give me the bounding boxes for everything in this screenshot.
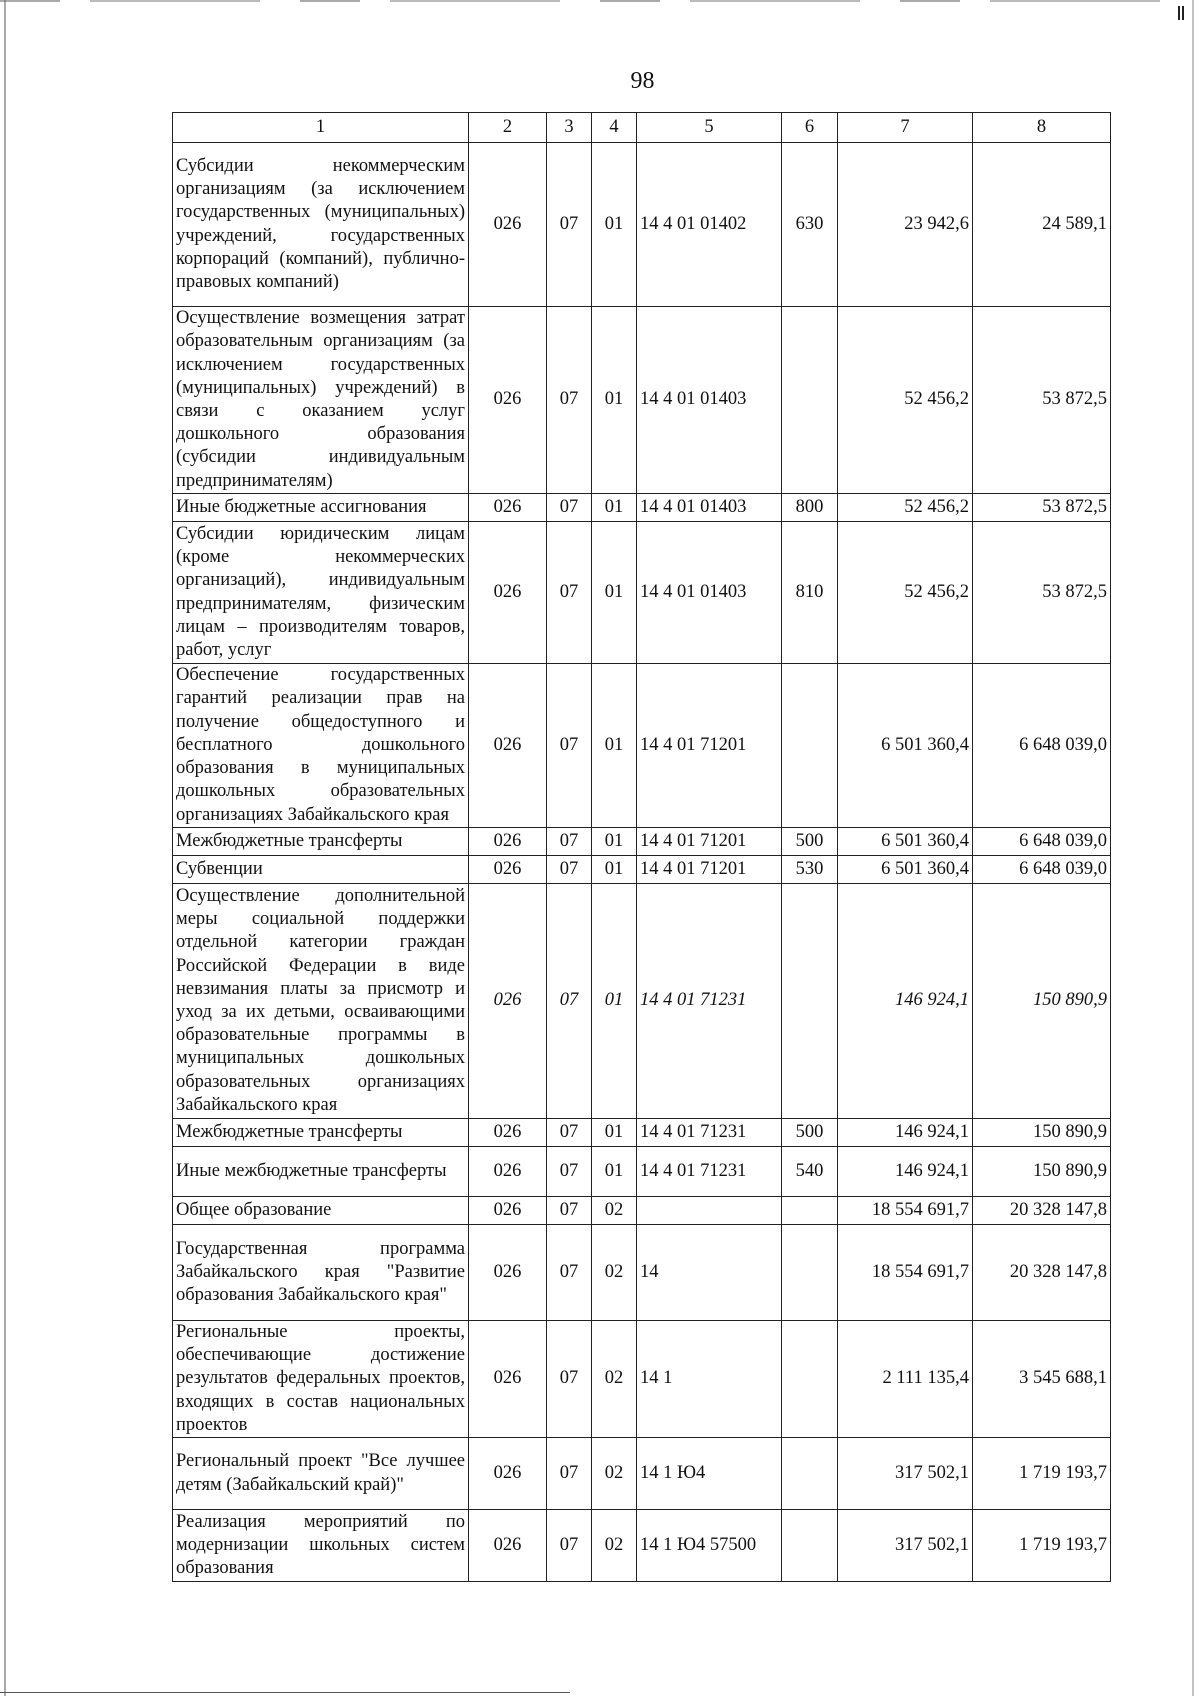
expense-type-cell: 540 [782,1147,838,1197]
amount-col7-cell: 6 501 360,4 [838,664,973,828]
row-name-cell: Региональные проекты, обеспечивающие достижение результатов федеральных проектов, входящих в состав национальных проектов [173,1321,469,1438]
section-cell: 07 [547,522,592,664]
table-row [173,494,1111,522]
table-row [173,1438,1111,1510]
grbs-cell: 026 [469,664,547,828]
amount-col8-cell: 3 545 688,1 [973,1321,1111,1438]
subsection-cell: 02 [592,1197,637,1225]
target-article-cell [637,1197,782,1225]
section-cell: 07 [547,856,592,884]
row-name-cell: Осуществление возмещения затрат образовательным организациям (за исключением государственных (муниципальных) учреждений) в связи с оказанием услуг дошкольного образования (субсидии индивидуальным предпринимателям) [173,307,469,494]
expense-type-cell [782,1321,838,1438]
grbs-cell: 026 [469,143,547,307]
grbs-cell: 026 [469,494,547,522]
amount-col7-cell: 23 942,6 [838,143,973,307]
grbs-cell: 026 [469,1321,547,1438]
table-row [173,664,1111,828]
amount-col8-cell: 53 872,5 [973,494,1111,522]
table-row [173,522,1111,664]
scan-bottom-line [0,1692,570,1693]
row-name-cell: Общее образование [173,1197,469,1225]
row-name-cell: Межбюджетные трансферты [173,1119,469,1147]
table-row [173,143,1111,307]
amount-col8-cell: 20 328 147,8 [973,1197,1111,1225]
section-cell: 07 [547,1321,592,1438]
section-cell: 07 [547,884,592,1119]
amount-col7-cell: 52 456,2 [838,307,973,494]
amount-col8-cell: 150 890,9 [973,884,1111,1119]
amount-col7-cell: 146 924,1 [838,884,973,1119]
amount-col7-cell: 146 924,1 [838,1147,973,1197]
grbs-cell: 026 [469,1225,547,1321]
subsection-cell: 02 [592,1225,637,1321]
amount-col7-cell: 18 554 691,7 [838,1225,973,1321]
target-article-cell: 14 1 [637,1321,782,1438]
row-name-cell: Региональный проект "Все лучшее детям (Забайкальский край)" [173,1438,469,1510]
column-header: 1 [173,113,469,143]
grbs-cell: 026 [469,1147,547,1197]
column-header: 7 [838,113,973,143]
column-header: 6 [782,113,838,143]
grbs-cell: 026 [469,884,547,1119]
expense-type-cell [782,1510,838,1582]
table-row [173,1225,1111,1321]
target-article-cell: 14 4 01 01403 [637,494,782,522]
scan-edge-top [0,0,1200,2]
amount-col7-cell: 52 456,2 [838,494,973,522]
section-cell: 07 [547,1147,592,1197]
amount-col8-cell: 1 719 193,7 [973,1438,1111,1510]
column-header: 5 [637,113,782,143]
section-cell: 07 [547,143,592,307]
row-name-cell: Субсидии юридическим лицам (кроме некоммерческих организаций), индивидуальным предпринимателям, физическим лицам – производителям товаров, работ, услуг [173,522,469,664]
expense-type-cell [782,664,838,828]
section-cell: 07 [547,1225,592,1321]
table-row [173,1119,1111,1147]
target-article-cell: 14 4 01 71201 [637,828,782,856]
subsection-cell: 01 [592,664,637,828]
grbs-cell: 026 [469,307,547,494]
subsection-cell: 02 [592,1438,637,1510]
amount-col7-cell: 6 501 360,4 [838,828,973,856]
row-name-cell: Иные межбюджетные трансферты [173,1147,469,1197]
target-article-cell: 14 4 01 71231 [637,1147,782,1197]
row-name-cell: Обеспечение государственных гарантий реализации прав на получение общедоступного и бесплатного дошкольного образования в муниципальных дошкольных образовательных организациях Забайкальского края [173,664,469,828]
amount-col8-cell: 6 648 039,0 [973,856,1111,884]
page-number: 98 [630,68,655,94]
target-article-cell: 14 4 01 01403 [637,307,782,494]
target-article-cell: 14 4 01 01403 [637,522,782,664]
target-article-cell: 14 4 01 71201 [637,856,782,884]
table-header-row [173,113,1111,143]
amount-col8-cell: 53 872,5 [973,307,1111,494]
subsection-cell: 01 [592,1147,637,1197]
row-name-cell: Субвенции [173,856,469,884]
section-cell: 07 [547,1197,592,1225]
table-row [173,884,1111,1119]
amount-col7-cell: 2 111 135,4 [838,1321,973,1438]
column-header: 3 [547,113,592,143]
expense-type-cell [782,1197,838,1225]
scan-edge-left [4,0,6,1696]
amount-col7-cell: 146 924,1 [838,1119,973,1147]
table-row [173,1321,1111,1438]
expense-type-cell: 500 [782,828,838,856]
expense-type-cell: 800 [782,494,838,522]
row-name-cell: Государственная программа Забайкальского края "Развитие образования Забайкальского края" [173,1225,469,1321]
target-article-cell: 14 4 01 71231 [637,1119,782,1147]
expense-type-cell [782,1225,838,1321]
target-article-cell: 14 1 Ю4 [637,1438,782,1510]
subsection-cell: 01 [592,828,637,856]
amount-col8-cell: 150 890,9 [973,1119,1111,1147]
subsection-cell: 01 [592,1119,637,1147]
row-name-cell: Межбюджетные трансферты [173,828,469,856]
table-row [173,828,1111,856]
row-name-cell: Субсидии некоммерческим организациям (за исключением государственных (муниципальных) учреждений, государственных корпораций (компаний), публично-правовых компаний) [173,143,469,307]
table-row [173,1197,1111,1225]
amount-col8-cell: 6 648 039,0 [973,664,1111,828]
section-cell: 07 [547,1510,592,1582]
row-name-cell: Иные бюджетные ассигнования [173,494,469,522]
expense-type-cell [782,884,838,1119]
grbs-cell: 026 [469,1197,547,1225]
section-cell: 07 [547,1119,592,1147]
amount-col8-cell: 6 648 039,0 [973,828,1111,856]
grbs-cell: 026 [469,828,547,856]
target-article-cell: 14 4 01 71201 [637,664,782,828]
grbs-cell: 026 [469,522,547,664]
section-cell: 07 [547,494,592,522]
subsection-cell: 02 [592,1321,637,1438]
expense-type-cell: 500 [782,1119,838,1147]
amount-col7-cell: 317 502,1 [838,1438,973,1510]
subsection-cell: 01 [592,884,637,1119]
amount-col8-cell: 24 589,1 [973,143,1111,307]
column-header: 2 [469,113,547,143]
section-cell: 07 [547,664,592,828]
subsection-cell: 01 [592,143,637,307]
amount-col8-cell: 150 890,9 [973,1147,1111,1197]
row-name-cell: Осуществление дополнительной меры социальной поддержки отдельной категории граждан Российской Федерации в виде невзимания платы за присмотр и уход за их детьми, осваивающими образовательные программы в муниципальных дошкольных образовательных организациях Забайкальского края [173,884,469,1119]
table-row [173,1147,1111,1197]
amount-col7-cell: 317 502,1 [838,1510,973,1582]
scan-corner-mark [1178,6,1184,20]
section-cell: 07 [547,1438,592,1510]
amount-col7-cell: 18 554 691,7 [838,1197,973,1225]
amount-col8-cell: 1 719 193,7 [973,1510,1111,1582]
target-article-cell: 14 4 01 71231 [637,884,782,1119]
expense-type-cell [782,1438,838,1510]
amount-col7-cell: 6 501 360,4 [838,856,973,884]
subsection-cell: 01 [592,522,637,664]
column-header: 4 [592,113,637,143]
expense-type-cell: 530 [782,856,838,884]
expense-type-cell: 810 [782,522,838,664]
subsection-cell: 01 [592,856,637,884]
scan-edge-right [1192,0,1194,1696]
amount-col8-cell: 53 872,5 [973,522,1111,664]
amount-col7-cell: 52 456,2 [838,522,973,664]
budget-table [172,112,1111,1582]
grbs-cell: 026 [469,856,547,884]
table-row [173,1510,1111,1582]
row-name-cell: Реализация мероприятий по модернизации школьных систем образования [173,1510,469,1582]
subsection-cell: 02 [592,1510,637,1582]
expense-type-cell: 630 [782,143,838,307]
section-cell: 07 [547,307,592,494]
target-article-cell: 14 1 Ю4 57500 [637,1510,782,1582]
table-row [173,307,1111,494]
grbs-cell: 026 [469,1119,547,1147]
target-article-cell: 14 4 01 01402 [637,143,782,307]
target-article-cell: 14 [637,1225,782,1321]
section-cell: 07 [547,828,592,856]
column-header: 8 [973,113,1111,143]
expense-type-cell [782,307,838,494]
grbs-cell: 026 [469,1510,547,1582]
subsection-cell: 01 [592,494,637,522]
table-row [173,856,1111,884]
grbs-cell: 026 [469,1438,547,1510]
amount-col8-cell: 20 328 147,8 [973,1225,1111,1321]
subsection-cell: 01 [592,307,637,494]
